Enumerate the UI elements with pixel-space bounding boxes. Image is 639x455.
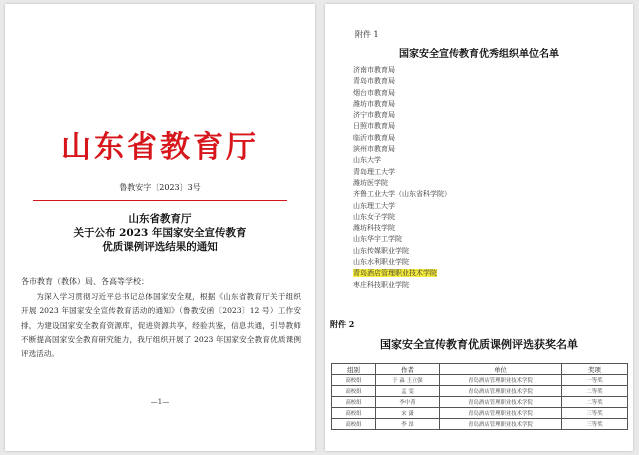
list-item	[353, 76, 451, 87]
column-header: 组别	[332, 364, 376, 375]
table-cell: 高校组	[332, 386, 376, 397]
notice-title-line: 优质课例评选结果的通知	[102, 241, 218, 253]
unit-name: 潍坊医学院	[353, 178, 388, 187]
list-item	[353, 99, 451, 110]
unit-name: 齐鲁工业大学（山东省科学院）	[353, 190, 451, 199]
list-item	[353, 223, 451, 234]
letterhead-title: 山东省教育厅	[61, 130, 259, 165]
unit-list	[353, 65, 451, 291]
unit-name: 青岛酒店管理职业技术学院	[353, 269, 437, 278]
table-header-row	[332, 364, 628, 375]
list-item	[353, 178, 451, 189]
award-table	[331, 363, 628, 430]
document-number: 鲁教安字〔2023〕3号	[119, 183, 201, 192]
notice-title	[5, 212, 315, 254]
unit-list-title: 国家安全宣传教育优秀组织单位名单	[399, 49, 559, 60]
unit-name: 日照市教育局	[353, 122, 395, 131]
letterhead-divider	[33, 200, 287, 201]
notice-title-line: 关于公布 2023 年国家安全宣传教育	[73, 227, 247, 239]
attachment-1-label: 附件 1	[355, 30, 379, 39]
table-row	[332, 386, 628, 397]
list-item	[353, 280, 451, 291]
unit-name: 临沂市教育局	[353, 133, 395, 142]
unit-name: 潍坊市教育局	[353, 99, 395, 108]
table-cell: 李中菁	[376, 397, 440, 408]
unit-name: 山东大学	[353, 156, 381, 165]
column-header: 单位	[440, 364, 562, 375]
list-item	[353, 189, 451, 200]
table-cell: 高校组	[332, 397, 376, 408]
unit-name: 潍坊科技学院	[353, 224, 395, 233]
table-cell: 二等奖	[562, 397, 628, 408]
list-item	[353, 144, 451, 155]
unit-name: 烟台市教育局	[353, 88, 395, 97]
column-header: 作者	[376, 364, 440, 375]
unit-name: 济南市教育局	[353, 66, 395, 74]
attachment-page	[325, 4, 633, 451]
table-cell: 二等奖	[562, 386, 628, 397]
table-cell: 青岛酒店管理职业技术学院	[440, 375, 562, 386]
list-item	[353, 110, 451, 121]
page-number: —1—	[150, 398, 170, 406]
unit-name: 滨州市教育局	[353, 145, 395, 154]
table-cell: 青岛酒店管理职业技术学院	[440, 397, 562, 408]
column-header: 奖项	[562, 364, 628, 375]
table-cell: 一等奖	[562, 375, 628, 386]
attachment-2-label: 附件 2	[330, 319, 355, 329]
unit-name: 山东水利职业学院	[353, 258, 409, 267]
unit-name: 青岛理工大学	[353, 167, 395, 176]
unit-name: 山东理工大学	[353, 201, 395, 210]
table-row	[332, 397, 628, 408]
table-cell: 青岛酒店管理职业技术学院	[440, 419, 562, 430]
list-item	[353, 88, 451, 99]
table-cell: 于 淼 王立强	[376, 375, 440, 386]
list-item	[353, 201, 451, 212]
notice-title-line: 山东省教育厅	[128, 213, 192, 225]
award-list-title: 国家安全宣传教育优质课例评选获奖名单	[380, 338, 578, 351]
list-item	[353, 155, 451, 166]
notice-body: 为深入学习贯彻习近平总书记总体国家安全观，根据《山东省教育厅关于组织开展 2023 年国家安全宣传教育活动的通知》（鲁教安函〔2023〕12 号）工作安排，为建设国家安全教育资源库，促进资源共享，经验共鉴，信息共通，引导教师不断提高国家安全教育研究能力，我厅组织开展了 2023 年国家安全教育优质课例评选活动。	[21, 292, 301, 359]
table-cell: 李 昂	[376, 419, 440, 430]
table-cell: 高校组	[332, 408, 376, 419]
list-item	[353, 133, 451, 144]
list-item	[353, 121, 451, 132]
list-item	[353, 246, 451, 257]
unit-name: 济宁市教育局	[353, 111, 395, 120]
table-cell: 三等奖	[562, 408, 628, 419]
list-item	[353, 257, 451, 268]
list-item	[353, 268, 451, 279]
unit-name: 山东女子学院	[353, 212, 395, 221]
list-item	[353, 167, 451, 178]
unit-name: 山东传媒职业学院	[353, 246, 409, 255]
unit-name: 山东华宇工学院	[353, 235, 402, 244]
table-cell: 孟 雯	[376, 386, 440, 397]
table-cell: 高校组	[332, 375, 376, 386]
unit-name: 青岛市教育局	[353, 77, 395, 86]
table-row	[332, 375, 628, 386]
table-cell: 高校组	[332, 419, 376, 430]
list-item	[353, 212, 451, 223]
list-item	[353, 234, 451, 245]
table-cell: 青岛酒店管理职业技术学院	[440, 386, 562, 397]
table-cell: 三等奖	[562, 419, 628, 430]
table-row	[332, 419, 628, 430]
table-row	[332, 408, 628, 419]
list-item	[353, 65, 451, 76]
unit-name: 枣庄科技职业学院	[353, 280, 409, 289]
salutation: 各市教育（教体）局、各高等学校：	[21, 277, 149, 286]
notice-page	[5, 4, 315, 451]
table-cell: 青岛酒店管理职业技术学院	[440, 408, 562, 419]
table-cell: 宋 潇	[376, 408, 440, 419]
